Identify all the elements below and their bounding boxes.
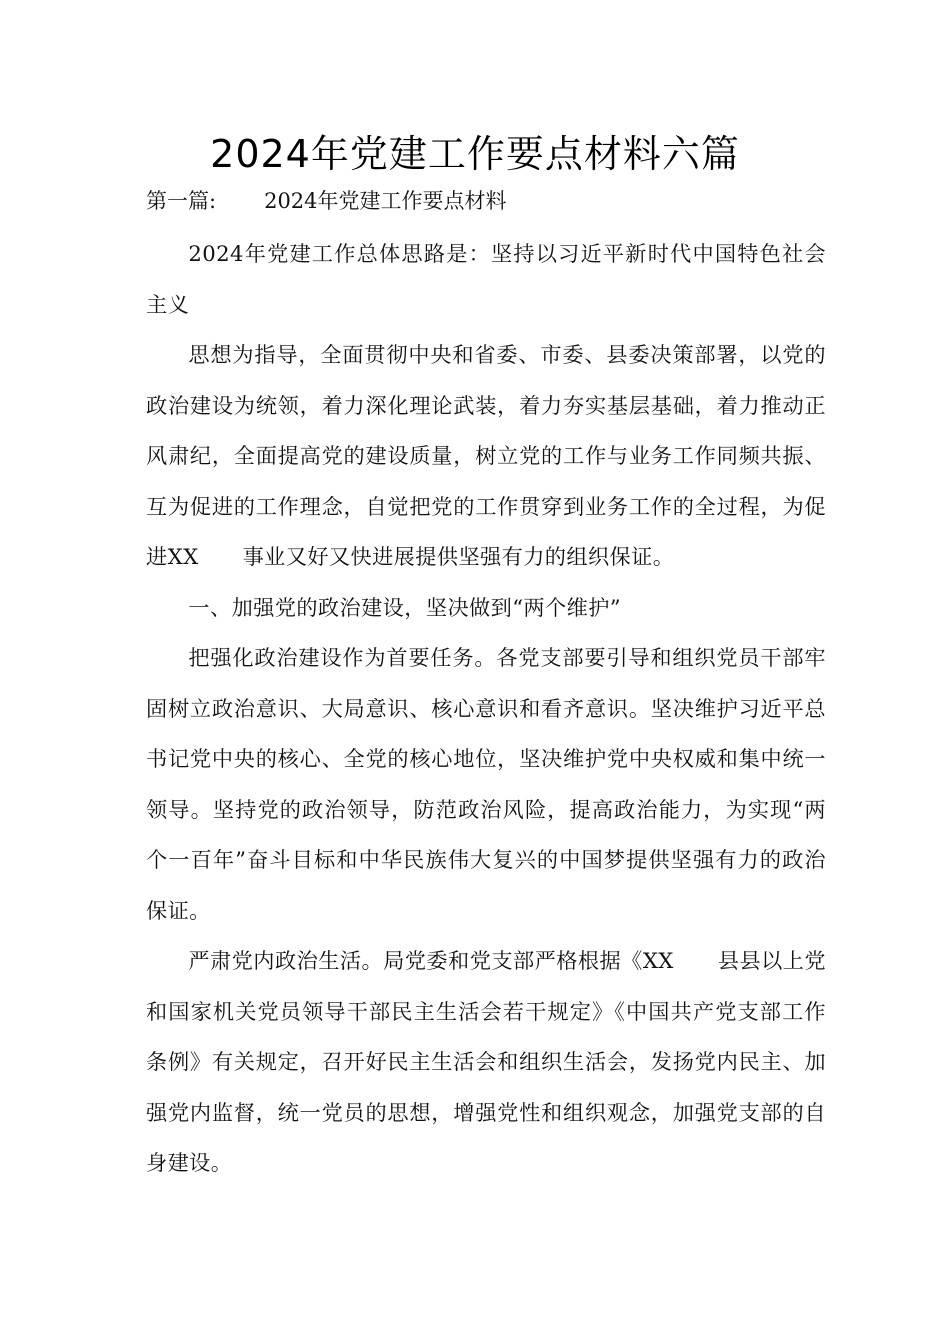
section-title: 2024年党建工作要点材料 — [264, 189, 507, 213]
document-title: 2024年党建工作要点材料六篇 — [210, 132, 740, 176]
document-body — [146, 229, 826, 1189]
paragraph — [146, 936, 826, 1189]
paragraph-text: 县县以上党和国家机关党员领导干部民主生活会若干规定》《中国共产党支部工作条例》有关规定，召开好民主生活会和组织生活会，发扬党内民主、加强党内监督，统一党员的思想，增强党性和组织观念，加强党支部的自身建设。 — [146, 948, 826, 1175]
paragraph: 2024年党建工作总体思路是：坚持以习近平新时代中国特色社会主义 — [146, 241, 826, 317]
paragraph-text: 事业又好又快进展提供坚强有力的组织保证。 — [242, 544, 675, 569]
section-heading-one: 一、加强党的政治建设，坚决做到“两个维护” — [188, 594, 622, 620]
paragraph: 把强化政治建设作为首要任务。各党支部要引导和组织党员干部牢固树立政治意识、大局意识、核心意识和看齐意识。坚决维护习近平总书记党中央的核心、全党的核心地位，坚决维护党中央权威和集中统一领导。坚持党的政治领导，防范政治风险，提高政治能力，为实现“两个一百年”奋斗目标和中华民族伟大复兴的中国梦提供坚强有力的政治保证。 — [146, 645, 826, 923]
paragraph-text: 严肃党内政治生活。局党委和党支部严格根据《XX — [188, 948, 674, 973]
paragraph — [146, 330, 826, 583]
section-label: 第一篇: — [146, 189, 217, 213]
paragraph-text: 思想为指导，全面贯彻中央和省委、市委、县委决策部署，以党的政治建设为统领，着力深化理论武装，着力夯实基层基础，着力推动正风肃纪，全面提高党的建设质量，树立党的工作与业务工作同频共振、互为促进的工作理念，自觉把党的工作贯穿到业务工作的全过程，为促进XX — [146, 342, 826, 569]
section-heading — [146, 183, 507, 219]
